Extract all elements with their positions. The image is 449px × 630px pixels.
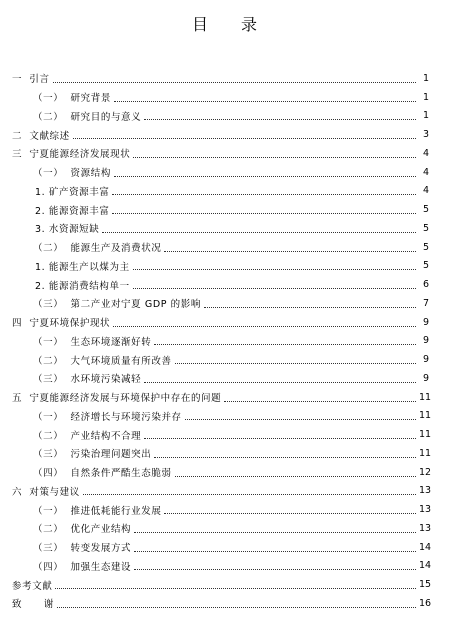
toc-entry[interactable] [0,388,449,407]
toc-entry-label: 2. 能源资源丰富 [35,205,110,217]
toc-entry[interactable] [0,313,449,332]
toc-entry[interactable] [0,182,449,201]
dot-leader [57,606,416,608]
toc-entry-page-number: 4 [422,147,429,159]
toc-entry[interactable] [0,163,449,182]
dot-leader [83,493,416,495]
dot-leader [102,231,416,233]
toc-entry-page-number: 13 [419,504,432,516]
toc-entry-label: 参考文献 [12,580,53,592]
toc-entry[interactable] [0,88,449,107]
dot-leader [164,250,416,252]
toc-entry-page-number: 12 [419,466,432,478]
dot-leader [204,306,416,308]
dot-leader [114,175,416,177]
toc-entry-label: （一） 资源结构 [33,168,111,180]
dot-leader [134,568,416,570]
dot-leader [144,381,416,383]
toc-title: 目 录 [191,15,272,34]
toc-entry[interactable] [0,350,449,369]
toc-entry[interactable] [0,500,449,519]
toc-entry-page-number: 5 [422,222,429,234]
toc-entry-label: （一） 推进低耗能行业发展 [33,505,162,517]
toc-entry-label: 2. 能源消费结构单一 [35,280,130,292]
toc-entry-page-number: 11 [419,429,432,441]
toc-entry-page-number: 3 [422,129,429,141]
toc-entry-page-number: 14 [419,560,432,572]
toc-entry-page-number: 6 [422,279,429,291]
dot-leader [175,475,416,477]
toc-entry-label: （三） 第二产业对宁夏 GDP 的影响 [33,299,201,311]
toc-entry[interactable] [0,557,449,576]
dot-leader [112,212,416,214]
dot-leader [175,362,416,364]
toc-entry-label: （四） 自然条件严酷生态脆弱 [33,468,172,480]
toc-entry-page-number: 4 [422,185,429,197]
dot-leader [53,81,416,83]
dot-leader [55,587,416,589]
toc-entry-page-number: 4 [422,166,429,178]
toc-entry[interactable] [0,407,449,426]
dot-leader [134,550,416,552]
toc-entry[interactable] [0,332,449,351]
toc-entry[interactable] [0,69,449,88]
toc-entry[interactable] [0,463,449,482]
toc-entry-page-number: 1 [422,91,429,103]
dot-leader [133,156,416,158]
dot-leader [164,512,416,514]
toc-entry[interactable] [0,425,449,444]
toc-entry-page-number: 9 [422,335,429,347]
toc-entry-page-number: 11 [419,391,432,403]
toc-entry-label: （三） 污染治理问题突出 [33,449,152,461]
toc-entry[interactable] [0,538,449,557]
toc-entry[interactable] [0,144,449,163]
toc-entry-page-number: 1 [422,72,429,84]
dot-leader [112,193,416,195]
toc-entry-page-number: 16 [419,597,432,609]
toc-entry-label: （二） 产业结构不合理 [33,430,142,442]
toc-entry[interactable] [0,482,449,501]
dot-leader [154,456,416,458]
toc-entry-page-number: 13 [419,522,432,534]
toc-entry[interactable] [0,257,449,276]
toc-entry[interactable] [0,238,449,257]
dot-leader [114,100,416,102]
toc-entry[interactable] [0,294,449,313]
toc-entry[interactable] [0,219,449,238]
dot-leader [185,418,416,420]
toc-entry-label: （三） 水环境污染减轻 [33,374,142,386]
toc-entry[interactable] [0,107,449,126]
toc-entry-label: 五 宁夏能源经济发展与环境保护中存在的问题 [12,393,222,405]
toc-entry-label: （四） 加强生态建设 [33,561,132,573]
toc-entry[interactable] [0,594,449,613]
toc-entry-label: 三 宁夏能源经济发展现状 [12,149,131,161]
toc-entry-page-number: 11 [419,410,432,422]
dot-leader [144,118,416,120]
toc-entry-label: （一） 研究背景 [33,93,111,105]
table-of-contents [0,69,449,613]
dot-leader [224,400,416,402]
toc-entry-page-number: 9 [422,316,429,328]
toc-entry-label: 四 宁夏环境保护现状 [12,318,111,330]
toc-entry[interactable] [0,519,449,538]
toc-entry-label: 致 谢 [12,599,54,611]
toc-entry-page-number: 9 [422,372,429,384]
toc-entry-label: （一） 生态环境逐渐好转 [33,336,152,348]
dot-leader [133,287,416,289]
toc-entry-label: 1. 能源生产以煤为主 [35,261,130,273]
toc-entry-label: 一 引言 [12,74,50,86]
dot-leader [144,437,416,439]
toc-entry-page-number: 15 [419,579,432,591]
toc-entry[interactable] [0,575,449,594]
dot-leader [134,531,416,533]
toc-entry-label: 六 对策与建议 [12,486,80,498]
toc-entry-page-number: 9 [422,354,429,366]
toc-entry-page-number: 11 [419,447,432,459]
toc-entry-label: （三） 转变发展方式 [33,543,132,555]
dot-leader [154,343,416,345]
toc-entry-label: （二） 能源生产及消费状况 [33,243,162,255]
toc-entry[interactable] [0,369,449,388]
toc-entry-page-number: 5 [422,260,429,272]
toc-entry[interactable] [0,275,449,294]
dot-leader [73,137,416,139]
toc-entry[interactable] [0,444,449,463]
toc-entry-page-number: 5 [422,241,429,253]
toc-entry-label: （二） 优化产业结构 [33,524,132,536]
toc-entry-page-number: 1 [422,110,429,122]
toc-entry-label: 3. 水资源短缺 [35,224,100,236]
toc-entry-page-number: 7 [422,297,429,309]
toc-entry-page-number: 5 [422,204,429,216]
toc-entry-page-number: 13 [419,485,432,497]
toc-entry-label: （一） 经济增长与环境污染并存 [33,411,182,423]
toc-entry-label: 二 文献综述 [12,130,70,142]
toc-entry-label: 1. 矿产资源丰富 [35,186,110,198]
toc-entry-label: （二） 研究目的与意义 [33,111,142,123]
dot-leader [133,268,416,270]
toc-entry[interactable] [0,125,449,144]
toc-entry-page-number: 14 [419,541,432,553]
toc-entry[interactable] [0,200,449,219]
dot-leader [113,325,416,327]
toc-entry-label: （二） 大气环境质量有所改善 [33,355,172,367]
